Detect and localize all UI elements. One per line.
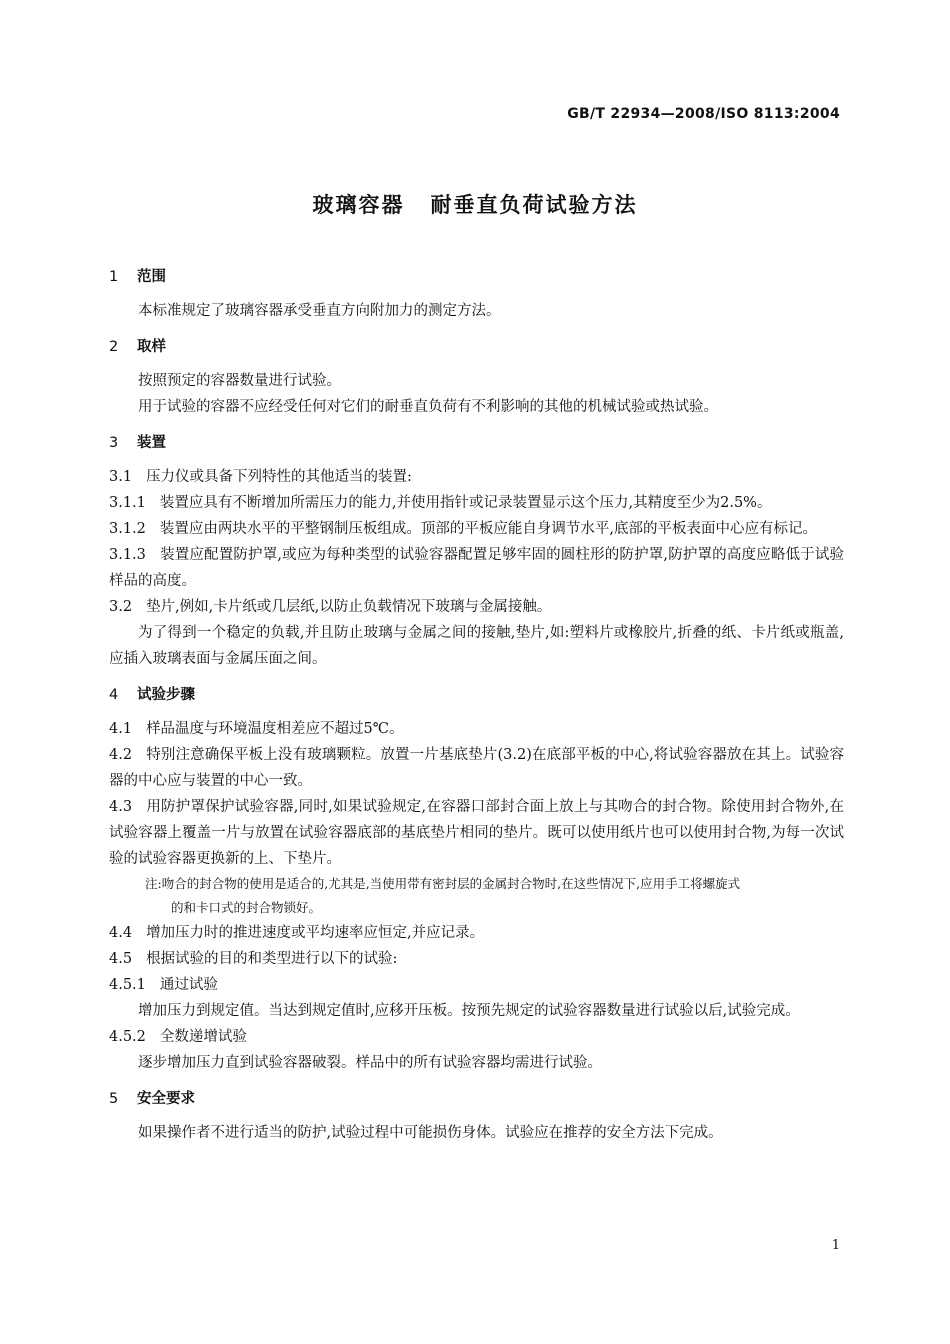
paragraph: 用于试验的容器不应经受任何对它们的耐垂直负荷有不利影响的其他的机械试验或热试验。 xyxy=(138,399,718,415)
clause-3-1: 3.1 压力仪或具备下列特性的其他适当的装置: xyxy=(109,469,412,485)
note: 注:吻合的封合物的使用是适合的,尤其是,当使用带有密封层的金属封合物时,在这些情况下,应用手工将螺旋式 xyxy=(145,876,741,891)
document-body xyxy=(109,264,844,1146)
section-heading: 4 试验步骤 xyxy=(109,687,195,703)
paragraph: 逐步增加压力直到试验容器破裂。样品中的所有试验容器均需进行试验。 xyxy=(138,1055,602,1071)
note-continuation: 的和卡口式的封合物锁好。 xyxy=(171,900,322,915)
paragraph: 如果操作者不进行适当的防护,试验过程中可能损伤身体。试验应在推荐的安全方法下完成。 xyxy=(138,1125,723,1141)
clause-4-3: 4.3 用防护罩保护试验容器,同时,如果试验规定,在容器口部封合面上放上与其吻合的封合物。除使用封合物外,在试验容器上覆盖一片与放置在试验容器底部的基底垫片相同的垫片。既可以使用纸片也可以使用封合物,为每一次试验的试验容器更换新的上、下垫片。 xyxy=(109,799,844,867)
clause-3-1-1: 3.1.1 装置应具有不断增加所需压力的能力,并使用指针或记录装置显示这个压力,其精度至少为2.5%。 xyxy=(109,495,772,511)
note-label: 注: xyxy=(145,876,162,891)
clause-3-1-2: 3.1.2 装置应由两块水平的平整钢制压板组成。顶部的平板应能自身调节水平,底部的平板表面中心应有标记。 xyxy=(109,521,818,537)
clause-4-5-2: 4.5.2 全数递增试验 xyxy=(109,1029,247,1045)
paragraph: 本标准规定了玻璃容器承受垂直方向附加力的测定方法。 xyxy=(138,303,501,319)
paragraph: 按照预定的容器数量进行试验。 xyxy=(138,373,341,389)
clause-4-1: 4.1 样品温度与环境温度相差应不超过5℃。 xyxy=(109,721,404,737)
document-title xyxy=(0,189,950,219)
section-heading: 1 范围 xyxy=(109,269,166,285)
paragraph: 为了得到一个稳定的负载,并且防止玻璃与金属之间的接触,垫片,如:塑料片或橡胶片,折叠的纸、卡片纸或瓶盖,应插入玻璃表面与金属压面之间。 xyxy=(109,625,844,667)
clause-3-2: 3.2 垫片,例如,卡片纸或几层纸,以防止负载情况下玻璃与金属接触。 xyxy=(109,599,552,615)
clause-4-5-1: 4.5.1 通过试验 xyxy=(109,977,218,993)
clause-4-2: 4.2 特别注意确保平板上没有玻璃颗粒。放置一片基底垫片(3.2)在底部平板的中心,将试验容器放在其上。试验容器的中心应与装置的中心一致。 xyxy=(109,747,844,789)
clause-4-5: 4.5 根据试验的目的和类型进行以下的试验: xyxy=(109,951,398,967)
page-number: 1 xyxy=(831,1238,840,1253)
title-part1: 玻璃容器 xyxy=(312,193,405,217)
standard-code: GB/T 22934—2008/ISO 8113:2004 xyxy=(567,106,840,122)
title-part2: 耐垂直负荷试验方法 xyxy=(430,193,638,217)
section-heading: 3 装置 xyxy=(109,435,166,451)
paragraph: 增加压力到规定值。当达到规定值时,应移开压板。按预先规定的试验容器数量进行试验以后,试验完成。 xyxy=(138,1003,800,1019)
clause-3-1-3: 3.1.3 装置应配置防护罩,或应为每种类型的试验容器配置足够牢固的圆柱形的防护罩,防护罩的高度应略低于试验样品的高度。 xyxy=(109,547,844,589)
section-heading: 5 安全要求 xyxy=(109,1091,195,1107)
section-heading: 2 取样 xyxy=(109,339,166,355)
clause-4-4: 4.4 增加压力时的推进速度或平均速率应恒定,并应记录。 xyxy=(109,925,485,941)
